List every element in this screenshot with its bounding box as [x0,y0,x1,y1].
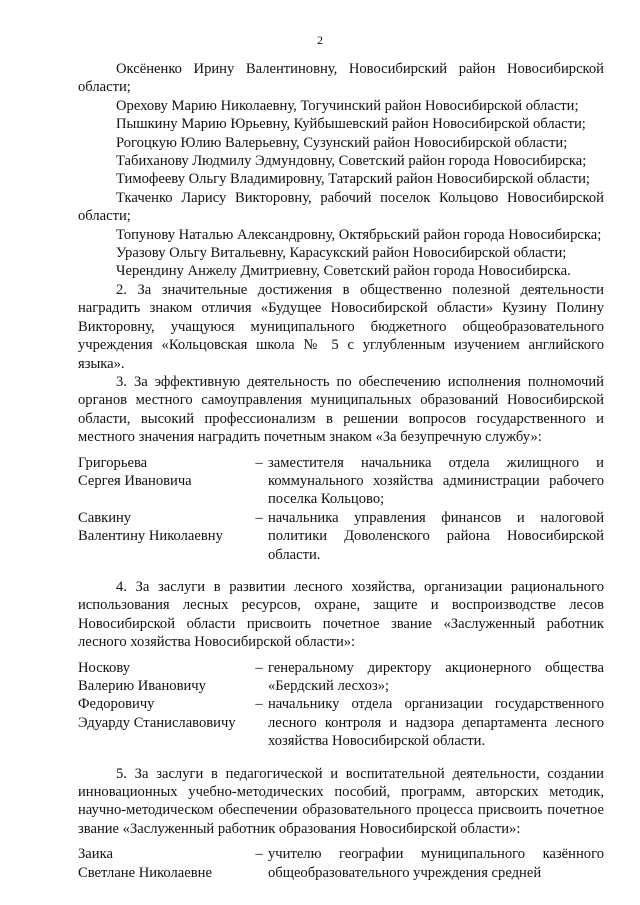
paragraph-item-2: 2. За значительные достижения в общественно полезной деятельности наградить знаком отличия «Будущее Новосибирской области» Кузину Полину Викторовну, учащуюся муниципального бюджетного общеобразовательного учреждения «Кольцовская школа № 5 с углубленным изучением английского языка». [78,281,604,372]
awardee-name: Носкову Валерию Ивановичу [78,659,206,694]
list-item: Топунову Наталью Александровну, Октябрьский район города Новосибирска; [116,226,602,243]
awardee-name: Григорьева Сергея Ивановича [78,454,192,489]
awardee-row [78,845,604,882]
awardee-position: учителю географии муниципального казённого общеобразовательного учреждения средней [268,846,604,881]
list-item: Оксёненко Ирину Валентиновну, Новосибирский район Новосибирской области; [78,61,604,96]
awardee-position: начальника управления финансов и налоговой политики Доволенского района Новосибирской области. [268,509,604,563]
dash: – [255,846,263,863]
list-item: Ткаченко Ларису Викторовну, рабочий поселок Кольцово Новосибирской области; [78,189,604,225]
awardee-position: начальнику отдела организации государственного лесного контроля и надзора департамента лесного хозяйства Новосибирской области. [268,696,604,750]
awardee-position: генеральному директору акционерного общества «Бердский лесхоз»; [268,659,604,694]
awardee-position: заместителя начальника отдела жилищного и коммунального хозяйства администрации рабочего поселка Кольцово; [268,454,604,508]
dash: – [255,454,263,471]
awardee-row [78,454,604,509]
awardee-name: Савкину Валентину Николаевну [78,509,223,545]
list-item: Черендину Анжелу Дмитриевну, Советский район города Новосибирска. [116,263,571,280]
paragraph-item-5: 5. За заслуги в педагогической и воспитательной деятельности, создании инновационных учебно-методических пособий, программ, авторских методик, научно-методическом обеспечении образовательного процесса присвоить почетное звание «Заслуженный работник образования Новосибирской области»: [78,765,604,837]
dash: – [255,696,263,713]
awardee-row [78,695,604,750]
list-item: Орехову Марию Николаевну, Тогучинский район Новосибирской области; [116,97,579,114]
list-item: Табиханову Людмилу Эдмундовну, Советский район города Новосибирска; [116,153,587,170]
awardee-row [78,509,604,564]
dash: – [255,659,263,676]
list-item: Тимофееву Ольгу Владимировну, Татарский район Новосибирской области; [116,171,590,188]
dash: – [255,509,263,526]
list-item: Пышкину Марию Юрьевну, Куйбышевский район Новосибирской области; [116,116,586,133]
awardee-row [78,659,604,696]
list-item: Уразову Ольгу Витальевну, Карасукский район Новосибирской области; [116,245,567,262]
paragraph-item-4: 4. За заслуги в развитии лесного хозяйства, организации рационального использования лесных ресурсов, охране, защите и воспроизводстве лесов Новосибирской области присвоить почетное звание «Заслуженный работник лесного хозяйства Новосибирской области»: [78,578,604,651]
awardee-name: Федоровичу Эдуарду Станиславовичу [78,696,236,731]
list-item: Рогоцкую Юлию Валерьевну, Сузунский район Новосибирской области; [116,134,568,151]
page-number: 2 [317,33,323,47]
awardee-name: Заика Светлане Николаевне [78,846,212,881]
document-body [78,60,604,882]
paragraph-item-3: 3. За эффективную деятельность по обеспечению исполнения полномочий органов местного самоуправления муниципальных образований Новосибирской области, высокий профессионализм в решении вопросов государственного и местного значения наградить почетным знаком «За безупречную службу»: [78,373,604,446]
